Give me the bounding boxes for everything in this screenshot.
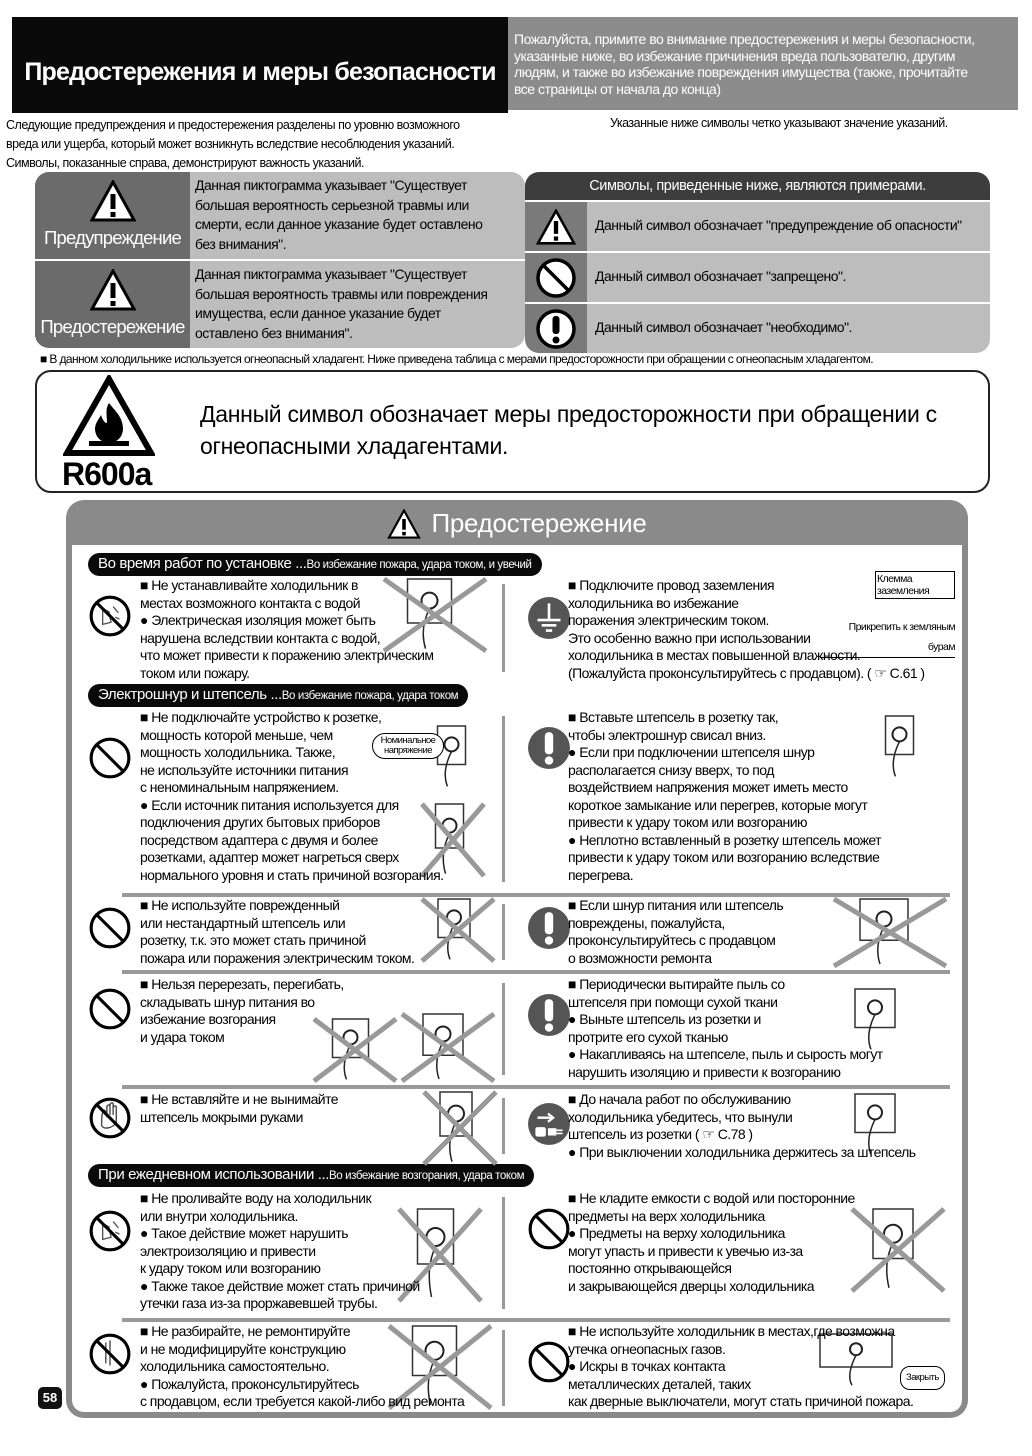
row-divider bbox=[122, 1085, 950, 1089]
illustration bbox=[420, 1088, 500, 1168]
warning-triangle-icon bbox=[536, 209, 576, 245]
right-instruction: ■ Не используйте холодильник в местах,где возможна утечка огнеопасных газов. ● Искры в точках контакта металлических деталей, таких как дверные выключатели, могут стать причиной пожара. bbox=[568, 1323, 914, 1409]
left-instruction: ■ Не используйте поврежденный или нестандартный штепсель или розетку, т.к. это может стать причиной пожара или поражения электрическим током. bbox=[140, 897, 415, 966]
example-text: Данный символ обозначает "предупреждение об опасности" bbox=[595, 217, 962, 233]
header-note: Пожалуйста, примите во внимание предостережения и меры безопасности, указанные ниже, во избежание причинения вреда пользователю, другим людям, и также во избежание повреждения имущества (также, прочитайте все страницы от начала до конца) bbox=[508, 17, 1018, 110]
right-instruction: ■ Периодически вытирайте пыль со штепселя при помощи сухой ткани ● Выньте штепсель из розетки и протрите его сухой тканью ● Накапливаясь на штепселе, пыль и сырость могут нарушить изоляцию и привести к возгоранию bbox=[568, 976, 883, 1080]
no-water-icon bbox=[88, 594, 132, 638]
illustration-label: Клемма заземления bbox=[875, 571, 955, 599]
column-divider bbox=[502, 1197, 505, 1309]
prohibited-icon bbox=[535, 257, 577, 299]
mandatory-icon bbox=[535, 308, 577, 350]
caution-description: Данная пиктограмма указывает "Существует большая вероятность травмы или повреждения имущества, если данное указание будет оставлено без внимания". bbox=[195, 266, 488, 341]
right-instruction: ■ Если шнур питания или штепсель повреждены, пожалуйста, проконсультируйтесь с продавцом о возможности ремонта bbox=[568, 897, 784, 966]
mandatory-icon bbox=[527, 726, 571, 770]
left-instruction: ■ Не проливайте воду на холодильник или внутри холодильника. ● Такое действие может нарушить электроизоляцию и привести к удару током или возгоранию ● Также такое действие может стать причиной утечки газа из-за проржавевшей трубы. bbox=[140, 1190, 420, 1311]
symbol-examples bbox=[525, 172, 990, 353]
section-title: Во время работ по установке ... bbox=[98, 555, 307, 572]
ground-icon bbox=[527, 596, 571, 640]
right-instruction: ■ Вставьте штепсель в розетку так, чтобы электрошнур свисал вниз. ● Если при подключении штепселя шнур располагается снизу вверх, то под воздействием напряжения может иметь место короткое замыкание или перегрев, которые могут привести к удару током или возгоранию ● Неплотно вставленный в розетку штепсель может привести к удару током или возгоранию вследствие перегрева. bbox=[568, 709, 882, 883]
section-header bbox=[88, 684, 468, 707]
caution-panel-header bbox=[69, 502, 965, 545]
intro-text: Следующие предупреждения и предостережения разделены по уровню возможного вреда или ущерба, который может возникнуть вследствие несоблюдения указаний. Символы, показанные справа, демонстрируют важность указаний. bbox=[6, 118, 460, 170]
section-subtitle: Во избежание пожара, удара током bbox=[281, 690, 459, 702]
example-text: Данный символ обозначает "необходимо". bbox=[595, 319, 852, 335]
flammable-icon bbox=[63, 375, 155, 457]
right-instruction: ■ До начала работ по обслуживанию холодильника убедитесь, что вынули штепсель из розетки ( ☞ C.78 ) ● При выключении холодильника держитесь за штепсель bbox=[568, 1091, 916, 1160]
left-instruction: ■ Не вставляйте и не вынимайте штепсель мокрыми руками bbox=[140, 1091, 339, 1125]
column-divider bbox=[502, 584, 505, 672]
illustration bbox=[398, 1010, 498, 1085]
column-divider bbox=[502, 1330, 505, 1406]
left-instruction: ■ Не устанавливайте холодильник в местах возможного контакта с водой ● Электрическая изоляция может быть нарушена вследствии контакта с водой, что может привести к поражению электрическим током или пожару. bbox=[140, 577, 434, 681]
warning-label: Предупреждение bbox=[44, 227, 181, 248]
r600a-label: R600a bbox=[62, 456, 152, 492]
mandatory-icon bbox=[527, 906, 571, 950]
column-divider bbox=[502, 983, 505, 1075]
illustration-label: Закрыть bbox=[900, 1366, 945, 1390]
right-instruction: ■ Подключите провод заземления холодильника во избежание поражения электрическим током. Это особенно важно при использовании холодильника в местах повышенной влажности. (Пожалуйста проконсультируйтесь с продавцом). ( ☞ C.61 ) bbox=[568, 577, 925, 681]
warning-triangle-icon bbox=[90, 269, 136, 311]
left-instruction: ■ Не подключайте устройство к розетке, мощность которой меньше, чем мощность холодильника. Также, не используйте источники питания с неноминальным напряжением. ● Если источник питания используется для подключения других бытовых приборов посредством адаптера с двумя и более розетками, адаптер может нагреться сверх нормального уровня и стать причиной возгорания. bbox=[140, 709, 444, 883]
prohibited-icon bbox=[88, 736, 132, 780]
mandatory-icon bbox=[527, 993, 571, 1037]
left-instruction: ■ Нельзя перерезать, перегибать, складывать шнур питания во избежание возгорания и удара током bbox=[140, 976, 344, 1045]
illustration bbox=[418, 895, 498, 965]
prohibited-icon bbox=[88, 987, 132, 1031]
no-wet-hands-icon bbox=[88, 1096, 132, 1140]
prohibited-icon bbox=[88, 906, 132, 950]
warning-level-box bbox=[35, 172, 525, 259]
section-title: При ежедневном использовании ... bbox=[98, 1166, 330, 1183]
page-title: Предостережения и меры безопасности bbox=[12, 17, 508, 113]
row-divider bbox=[122, 970, 950, 974]
intro-right-text: Указанные ниже символы четко указывают значение указаний. bbox=[610, 116, 948, 130]
caution-level-box bbox=[35, 261, 525, 348]
left-instruction: ■ Не разбирайте, не ремонтируйте и не модифицируйте конструкцию холодильника самостоятельно. ● Пожалуйста, проконсультируйтесь с продавцом, если требуется какой-либо вид ремонта bbox=[140, 1323, 465, 1409]
no-disassembly-icon bbox=[88, 1332, 132, 1376]
section-subtitle: Во избежание пожара, удара током, и увечий bbox=[306, 559, 532, 571]
prohibited-icon bbox=[527, 1340, 571, 1384]
warning-triangle-icon bbox=[387, 509, 421, 539]
right-instruction: ■ Не кладите емкости с водой или посторонние предметы на верх холодильника ● Предметы на верху холодильника могут упасть и привести к увечью из-за постоянно открывающейся и закрывающейся дверцы холодильника bbox=[568, 1190, 855, 1294]
no-water-icon bbox=[88, 1209, 132, 1253]
section-header bbox=[88, 553, 542, 576]
column-divider bbox=[502, 1098, 505, 1154]
illustration-label: Прикрепить к земляным бурам bbox=[820, 617, 955, 658]
caution-label: Предостережение bbox=[40, 316, 185, 337]
illustration bbox=[830, 895, 950, 970]
example-text: Данный символ обозначает "запрещено". bbox=[595, 268, 846, 284]
column-divider bbox=[502, 716, 505, 882]
illustration-label: Номинальное напряжение bbox=[372, 733, 444, 759]
section-subtitle: Во избежание возгорания, удара током bbox=[329, 1170, 525, 1182]
r600a-description: Данный символ обозначает меры предосторожности при обращении с огнеопасными хладагентами. bbox=[200, 401, 937, 459]
row-divider bbox=[122, 1318, 950, 1322]
illustration bbox=[848, 1205, 948, 1295]
examples-title: Символы, приведенные ниже, являются примерами. bbox=[525, 172, 990, 200]
section-title: Электрошнур и штепсель ... bbox=[98, 686, 282, 703]
warning-description: Данная пиктограмма указывает "Существует большая вероятность серьезной травмы или смерти, если данное указание будет оставлено без внимания". bbox=[195, 177, 483, 252]
page-number: 58 bbox=[38, 1387, 62, 1409]
refrigerant-note: ■ В данном холодильнике используется огнеопасный хладагент. Ниже приведена таблица с мерами предосторожности при обращении с огнеопасным хладагентом. bbox=[40, 352, 873, 366]
column-divider bbox=[502, 904, 505, 960]
prohibited-icon bbox=[527, 1207, 571, 1251]
warning-triangle-icon bbox=[90, 180, 136, 222]
caution-panel-title: Предостережение bbox=[431, 508, 647, 538]
unplug-icon bbox=[527, 1102, 571, 1146]
